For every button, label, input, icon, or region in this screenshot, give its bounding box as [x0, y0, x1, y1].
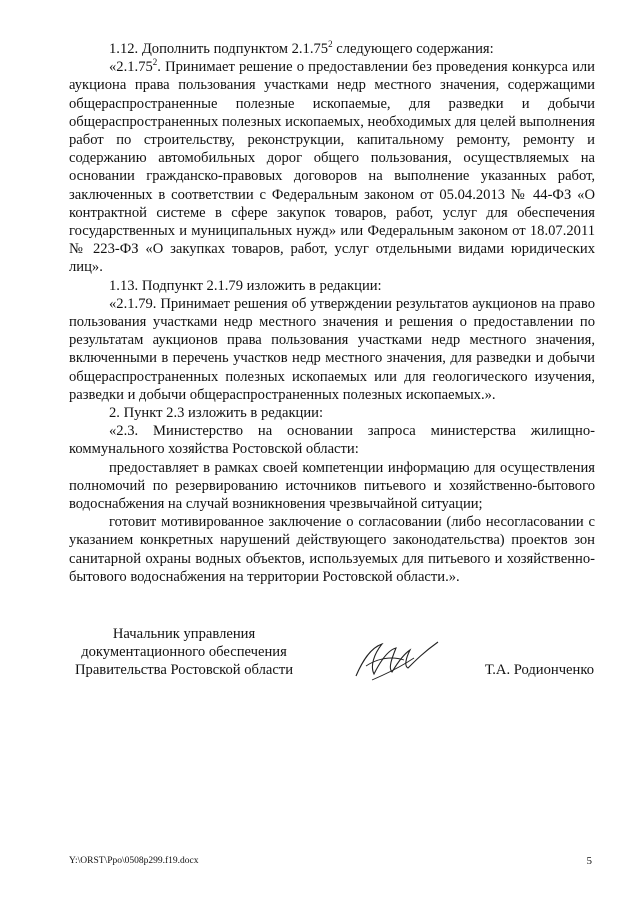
- paragraph-text: 1.12. Дополнить подпунктом 2.1.75: [109, 41, 329, 57]
- document-body: [69, 40, 595, 586]
- handwritten-signature: [352, 636, 442, 684]
- superscript: 2: [328, 39, 333, 50]
- page-number: 5: [586, 855, 592, 867]
- superscript: 2: [152, 57, 158, 68]
- signatory-title-line-3: Правительства Ростовской области: [74, 662, 294, 678]
- signatory-name: Т.А. Родионченко: [484, 662, 594, 678]
- paragraph-text: следующего содержания:: [332, 41, 494, 57]
- paragraph-provides-info: предоставляет в рамках своей компетенции информацию для осуществления полномочий по резервированию источников питьевого и хозяйственно-бытового водоснабжения на случай возникновения чрезвычайной ситуации;: [69, 459, 595, 513]
- paragraph-text: «2.1.75: [109, 59, 153, 76]
- signatory-title-line-2: документационного обеспечения: [81, 644, 287, 660]
- paragraph-2: 2. Пункт 2.3 изложить в редакции:: [109, 405, 324, 422]
- paragraph-2-1-79: «2.1.79. Принимает решения об утверждении результатов аукционов на право пользования участками недр местного значения и решения о предоставлении по результатам аукционов права пользования участками недр местного значения, включенными в перечень участков недр местного значения, для разведки и добычи общераспространенных полезных ископаемых или для геологического изучения, разведки и добычи общераспространенных полезных ископаемых.».: [69, 295, 595, 403]
- signatory-title-line-1: Начальник управления: [112, 626, 256, 642]
- file-path: Y:\ORST\Ppo\0508p299.f19.docx: [69, 856, 199, 866]
- paragraph-2-3: «2.3. Министерство на основании запроса министерства жилищно-коммунального хозяйства Ростовской области:: [69, 423, 595, 458]
- paragraph-2-1-75-2: [69, 58, 595, 276]
- paragraph-1-13: 1.13. Подпункт 2.1.79 изложить в редакции:: [109, 277, 382, 294]
- paragraph-1-12: [69, 40, 595, 58]
- paragraph-text: . Принимает решение о предоставлении без проведения конкурса или аукциона права пользования участками недр местного значения, содержащими общераспространенные полезные ископаемые, для разведки и добычи общераспространенных полезных ископаемых, необходимых для целей выполнения работ по строительству, реконструкции, капитальному ремонту, ремонту и содержанию автомобильных дорог общего пользования, осуществляемых на основании гражданско-правовых договоров на выполнение указанных работ, заключенных в соответствии с Федеральным законом от 05.04.2013 № 44-ФЗ «О контрактной системе в сфере закупок товаров, работ, услуг для обеспечения государственных и муниципальных нужд» или Федеральным законом от 18.07.2011 № 223-ФЗ «О закупках товаров, работ, услуг отдельными видами юридических лиц».: [69, 59, 595, 276]
- paragraph-prepares-conclusion: готовит мотивированное заключение о согласовании (либо несогласовании с указанием конкретных нарушений действующего законодательства) проектов зон санитарной охраны водных объектов, используемых для питьевого и хозяйственно-бытового водоснабжения на территории Ростовской области.».: [69, 514, 595, 585]
- signatory-title: [69, 625, 299, 679]
